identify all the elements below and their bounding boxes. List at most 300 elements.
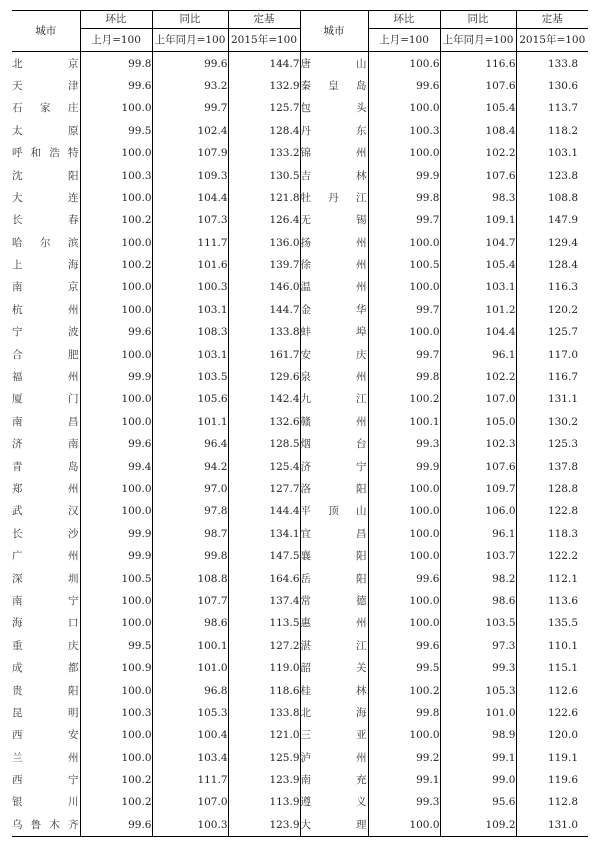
- city-name: 长春: [12, 214, 80, 227]
- mom-value: 100.3: [80, 702, 152, 724]
- base-value: 134.1: [228, 523, 300, 545]
- base-value: 128.4: [516, 254, 588, 276]
- mom-value: 100.2: [80, 254, 152, 276]
- base-value: 120.0: [516, 724, 588, 746]
- base-value: 120.2: [516, 299, 588, 321]
- yoy-value: 103.5: [440, 612, 516, 634]
- base-value: 119.1: [516, 747, 588, 769]
- yoy-value: 99.1: [440, 747, 516, 769]
- yoy-value: 102.4: [152, 120, 228, 142]
- yoy-value: 107.0: [440, 388, 516, 410]
- table-row: [12, 75, 588, 97]
- city-name: 岳阳: [300, 567, 368, 589]
- mom-value: 100.0: [80, 724, 152, 746]
- yoy-value: 104.4: [152, 187, 228, 209]
- base-value: 147.5: [228, 545, 300, 567]
- yoy-value: 102.2: [440, 142, 516, 164]
- city-name: 三亚: [300, 724, 368, 746]
- table-body: [12, 52, 588, 837]
- yoy-value: 101.2: [440, 299, 516, 321]
- mom-value: 99.7: [368, 299, 440, 321]
- mom-header-right: 环比: [368, 11, 440, 29]
- base-value: 123.8: [516, 164, 588, 186]
- base-value: 117.0: [516, 343, 588, 365]
- yoy-value: 99.0: [440, 769, 516, 791]
- mom-value: 99.4: [80, 455, 152, 477]
- yoy-value: 99.8: [152, 545, 228, 567]
- base-value: 121.0: [228, 724, 300, 746]
- base-value: 112.1: [516, 567, 588, 589]
- table-row: [12, 120, 588, 142]
- city-name: 桂林: [300, 679, 368, 701]
- mom-value: 100.0: [80, 97, 152, 119]
- yoy-value: 98.3: [440, 187, 516, 209]
- mom-value: 100.0: [80, 276, 152, 298]
- city-name: 蚌埠: [300, 321, 368, 343]
- mom-value: 100.0: [368, 590, 440, 612]
- base-value: 119.6: [516, 769, 588, 791]
- table-row: [12, 590, 588, 612]
- city-name: 太原: [12, 124, 80, 137]
- yoy-value: 99.3: [440, 657, 516, 679]
- table-row: [12, 724, 588, 746]
- table-row: [12, 321, 588, 343]
- city-name: 赣州: [300, 411, 368, 433]
- base-value: 129.4: [516, 232, 588, 254]
- yoy-value: 101.0: [440, 702, 516, 724]
- mom-value: 99.9: [80, 366, 152, 388]
- mom-value: 100.0: [368, 724, 440, 746]
- yoy-value: 99.6: [152, 52, 228, 75]
- yoy-value: 97.3: [440, 635, 516, 657]
- city-name: 福州: [12, 371, 80, 384]
- mom-value: 100.0: [368, 478, 440, 500]
- base-value: 132.6: [228, 411, 300, 433]
- mom-value: 100.0: [368, 97, 440, 119]
- mom-value: 100.0: [80, 679, 152, 701]
- yoy-value: 104.7: [440, 232, 516, 254]
- yoy-value: 109.7: [440, 478, 516, 500]
- yoy-value: 96.4: [152, 433, 228, 455]
- mom-value: 100.0: [368, 276, 440, 298]
- city-name: 乌鲁木齐: [12, 818, 80, 831]
- mom-value: 100.2: [80, 209, 152, 231]
- city-name: 西安: [12, 729, 80, 742]
- mom-value: 99.9: [368, 164, 440, 186]
- mom-value: 100.0: [368, 814, 440, 837]
- yoy-value: 105.3: [440, 679, 516, 701]
- mom-value: 99.8: [368, 702, 440, 724]
- base-subheader-right: 2015年=100: [516, 29, 588, 52]
- yoy-value: 100.3: [152, 276, 228, 298]
- city-name: 襄阳: [300, 545, 368, 567]
- yoy-value: 104.4: [440, 321, 516, 343]
- table-row: [12, 411, 588, 433]
- yoy-value: 93.2: [152, 75, 228, 97]
- city-name: 北海: [300, 702, 368, 724]
- base-value: 103.1: [516, 142, 588, 164]
- city-price-index-table: [12, 10, 588, 837]
- table-row: [12, 612, 588, 634]
- mom-value: 99.2: [368, 747, 440, 769]
- base-value: 147.9: [516, 209, 588, 231]
- yoy-value: 96.1: [440, 343, 516, 365]
- city-name: 洛阳: [300, 478, 368, 500]
- table-row: [12, 343, 588, 365]
- city-name: 宜昌: [300, 523, 368, 545]
- mom-value: 100.9: [80, 657, 152, 679]
- city-name: 厦门: [12, 393, 80, 406]
- city-name: 徐州: [300, 254, 368, 276]
- mom-value: 100.0: [80, 612, 152, 634]
- yoy-value: 107.0: [152, 791, 228, 813]
- base-value: 128.4: [228, 120, 300, 142]
- yoy-value: 103.4: [152, 747, 228, 769]
- yoy-value: 102.3: [440, 433, 516, 455]
- base-value: 137.8: [516, 455, 588, 477]
- city-name: 深圳: [12, 572, 80, 585]
- table-row: [12, 52, 588, 75]
- base-value: 125.3: [516, 433, 588, 455]
- base-value: 130.6: [516, 75, 588, 97]
- base-value: 113.5: [228, 612, 300, 634]
- yoy-value: 107.6: [440, 75, 516, 97]
- yoy-value: 100.3: [152, 814, 228, 837]
- base-value: 137.4: [228, 590, 300, 612]
- yoy-value: 109.1: [440, 209, 516, 231]
- yoy-subheader-right: 上年同月=100: [440, 29, 516, 52]
- table-row: [12, 276, 588, 298]
- city-name: 常德: [300, 590, 368, 612]
- table-row: [12, 478, 588, 500]
- mom-value: 99.6: [80, 321, 152, 343]
- mom-value: 100.6: [368, 52, 440, 75]
- yoy-value: 107.6: [440, 455, 516, 477]
- table-row: [12, 455, 588, 477]
- mom-value: 99.6: [368, 75, 440, 97]
- mom-value: 99.5: [80, 635, 152, 657]
- mom-value: 100.0: [80, 232, 152, 254]
- base-value: 144.7: [228, 52, 300, 75]
- city-name: 天津: [12, 79, 80, 92]
- base-value: 131.1: [516, 388, 588, 410]
- mom-value: 100.3: [80, 164, 152, 186]
- city-name: 济南: [12, 438, 80, 451]
- city-name: 包头: [300, 97, 368, 119]
- yoy-value: 111.7: [152, 769, 228, 791]
- mom-subheader-left: 上月=100: [80, 29, 152, 52]
- mom-value: 100.3: [368, 120, 440, 142]
- mom-value: 100.2: [80, 769, 152, 791]
- city-name: 金华: [300, 299, 368, 321]
- mom-value: 100.0: [368, 321, 440, 343]
- city-name: 泸州: [300, 747, 368, 769]
- city-name: 广州: [12, 550, 80, 563]
- yoy-value: 99.7: [152, 97, 228, 119]
- mom-value: 99.6: [80, 433, 152, 455]
- city-name: 韶关: [300, 657, 368, 679]
- base-value: 127.2: [228, 635, 300, 657]
- mom-value: 100.0: [368, 500, 440, 522]
- table-row: [12, 366, 588, 388]
- base-value: 118.3: [516, 523, 588, 545]
- mom-value: 100.0: [80, 478, 152, 500]
- city-name: 长沙: [12, 527, 80, 540]
- yoy-value: 98.6: [440, 590, 516, 612]
- city-name: 兰州: [12, 751, 80, 764]
- base-value: 126.4: [228, 209, 300, 231]
- table-row: [12, 254, 588, 276]
- city-name: 武汉: [12, 505, 80, 518]
- table-row: [12, 679, 588, 701]
- yoy-header-left: 同比: [152, 11, 228, 29]
- base-value: 113.6: [516, 590, 588, 612]
- mom-value: 100.1: [368, 411, 440, 433]
- yoy-value: 98.6: [152, 612, 228, 634]
- base-value: 130.5: [228, 164, 300, 186]
- table-row: [12, 232, 588, 254]
- base-value: 129.6: [228, 366, 300, 388]
- yoy-value: 103.5: [152, 366, 228, 388]
- mom-value: 99.8: [80, 52, 152, 75]
- table-row: [12, 747, 588, 769]
- base-header-right: 定基: [516, 11, 588, 29]
- base-value: 128.5: [228, 433, 300, 455]
- city-name: 南宁: [12, 594, 80, 607]
- base-value: 123.9: [228, 769, 300, 791]
- yoy-value: 101.6: [152, 254, 228, 276]
- table-row: [12, 635, 588, 657]
- table-row: [12, 567, 588, 589]
- yoy-value: 96.8: [152, 679, 228, 701]
- yoy-value: 111.7: [152, 232, 228, 254]
- mom-value: 100.0: [368, 545, 440, 567]
- city-name: 海口: [12, 617, 80, 630]
- city-name: 呼和浩特: [12, 147, 80, 160]
- city-name: 石家庄: [12, 102, 80, 115]
- city-name: 温州: [300, 276, 368, 298]
- mom-value: 99.8: [368, 187, 440, 209]
- base-value: 142.4: [228, 388, 300, 410]
- table-row: [12, 814, 588, 837]
- yoy-value: 98.7: [152, 523, 228, 545]
- yoy-value: 109.2: [440, 814, 516, 837]
- base-value: 125.7: [228, 97, 300, 119]
- city-name: 青岛: [12, 460, 80, 473]
- city-name: 锦州: [300, 142, 368, 164]
- mom-value: 100.0: [80, 343, 152, 365]
- yoy-value: 103.1: [152, 299, 228, 321]
- base-value: 113.7: [516, 97, 588, 119]
- yoy-value: 98.2: [440, 567, 516, 589]
- table-header: [12, 11, 588, 52]
- mom-value: 100.0: [80, 500, 152, 522]
- city-name: 济宁: [300, 455, 368, 477]
- city-name: 南京: [12, 281, 80, 294]
- yoy-value: 108.4: [440, 120, 516, 142]
- city-name: 唐山: [300, 52, 368, 75]
- mom-value: 100.2: [368, 679, 440, 701]
- base-header-left: 定基: [228, 11, 300, 29]
- table-row: [12, 388, 588, 410]
- city-name: 秦皇岛: [300, 75, 368, 97]
- mom-value: 99.3: [368, 791, 440, 813]
- base-value: 144.4: [228, 500, 300, 522]
- yoy-value: 98.9: [440, 724, 516, 746]
- mom-value: 100.0: [80, 388, 152, 410]
- city-name: 大连: [12, 191, 80, 204]
- table-row: [12, 209, 588, 231]
- yoy-value: 103.1: [440, 276, 516, 298]
- table-row: [12, 97, 588, 119]
- mom-value: 99.5: [80, 120, 152, 142]
- table-row: [12, 702, 588, 724]
- base-value: 125.7: [516, 321, 588, 343]
- yoy-value: 105.3: [152, 702, 228, 724]
- mom-value: 99.6: [80, 75, 152, 97]
- city-name: 西宁: [12, 774, 80, 787]
- yoy-value: 116.6: [440, 52, 516, 75]
- base-value: 116.3: [516, 276, 588, 298]
- mom-value: 99.9: [80, 545, 152, 567]
- table-row: [12, 299, 588, 321]
- base-value: 161.7: [228, 343, 300, 365]
- base-value: 164.6: [228, 567, 300, 589]
- city-name: 丹东: [300, 120, 368, 142]
- mom-value: 100.0: [368, 142, 440, 164]
- base-value: 122.6: [516, 702, 588, 724]
- city-name: 哈尔滨: [12, 236, 80, 249]
- base-value: 131.0: [516, 814, 588, 837]
- yoy-value: 106.0: [440, 500, 516, 522]
- city-name: 遵义: [300, 791, 368, 813]
- mom-value: 100.0: [80, 187, 152, 209]
- base-value: 118.6: [228, 679, 300, 701]
- mom-value: 100.5: [80, 567, 152, 589]
- table-row: [12, 769, 588, 791]
- city-name: 惠州: [300, 612, 368, 634]
- base-value: 127.7: [228, 478, 300, 500]
- base-value: 112.8: [516, 791, 588, 813]
- city-name: 贵阳: [12, 684, 80, 697]
- city-name: 郑州: [12, 483, 80, 495]
- yoy-value: 101.0: [152, 657, 228, 679]
- city-name: 烟台: [300, 433, 368, 455]
- city-name: 南昌: [12, 415, 80, 428]
- table-row: [12, 523, 588, 545]
- base-value: 132.9: [228, 75, 300, 97]
- table-row: [12, 791, 588, 813]
- mom-value: 100.0: [80, 747, 152, 769]
- mom-value: 99.8: [368, 366, 440, 388]
- city-name: 吉林: [300, 164, 368, 186]
- mom-subheader-right: 上月=100: [368, 29, 440, 52]
- city-name: 合肥: [12, 348, 80, 361]
- yoy-header-right: 同比: [440, 11, 516, 29]
- mom-value: 100.5: [368, 254, 440, 276]
- yoy-value: 102.2: [440, 366, 516, 388]
- city-name: 牡丹江: [300, 187, 368, 209]
- city-name: 成都: [12, 662, 80, 675]
- city-name: 杭州: [12, 303, 80, 316]
- base-value: 133.2: [228, 142, 300, 164]
- yoy-value: 100.4: [152, 724, 228, 746]
- mom-value: 99.6: [80, 814, 152, 837]
- base-subheader-left: 2015年=100: [228, 29, 300, 52]
- mom-header-left: 环比: [80, 11, 152, 29]
- base-value: 130.2: [516, 411, 588, 433]
- base-value: 146.0: [228, 276, 300, 298]
- table-row: [12, 657, 588, 679]
- yoy-value: 108.8: [152, 567, 228, 589]
- city-name: 安庆: [300, 343, 368, 365]
- mom-value: 100.0: [80, 299, 152, 321]
- base-value: 112.6: [516, 679, 588, 701]
- mom-value: 99.7: [368, 209, 440, 231]
- yoy-value: 95.6: [440, 791, 516, 813]
- yoy-value: 108.3: [152, 321, 228, 343]
- city-name: 银川: [12, 796, 80, 809]
- yoy-value: 107.7: [152, 590, 228, 612]
- city-name: 昆明: [12, 706, 80, 719]
- base-value: 128.8: [516, 478, 588, 500]
- yoy-value: 97.0: [152, 478, 228, 500]
- base-value: 115.1: [516, 657, 588, 679]
- base-value: 133.8: [228, 321, 300, 343]
- base-value: 144.7: [228, 299, 300, 321]
- yoy-value: 96.1: [440, 523, 516, 545]
- mom-value: 100.0: [80, 411, 152, 433]
- mom-value: 99.1: [368, 769, 440, 791]
- yoy-value: 105.4: [440, 97, 516, 119]
- base-value: 116.7: [516, 366, 588, 388]
- base-value: 122.8: [516, 500, 588, 522]
- base-value: 133.8: [516, 52, 588, 75]
- mom-value: 100.0: [80, 590, 152, 612]
- city-name: 上海: [12, 259, 80, 272]
- city-name: 扬州: [300, 232, 368, 254]
- base-value: 123.9: [228, 814, 300, 837]
- mom-value: 99.6: [368, 635, 440, 657]
- mom-value: 100.0: [368, 612, 440, 634]
- city-name: 九江: [300, 388, 368, 410]
- yoy-value: 109.3: [152, 164, 228, 186]
- base-value: 110.1: [516, 635, 588, 657]
- mom-value: 100.2: [368, 388, 440, 410]
- mom-value: 99.6: [368, 567, 440, 589]
- yoy-value: 100.1: [152, 635, 228, 657]
- yoy-value: 101.1: [152, 411, 228, 433]
- yoy-value: 97.8: [152, 500, 228, 522]
- table-row: [12, 164, 588, 186]
- city-name: 湛江: [300, 635, 368, 657]
- base-value: 136.0: [228, 232, 300, 254]
- city-header-left: 城市: [12, 11, 80, 52]
- mom-value: 100.0: [368, 232, 440, 254]
- city-name: 南充: [300, 769, 368, 791]
- yoy-value: 103.7: [440, 545, 516, 567]
- city-name: 大理: [300, 814, 368, 837]
- mom-value: 99.9: [80, 523, 152, 545]
- yoy-value: 105.4: [440, 254, 516, 276]
- city-name: 泉州: [300, 366, 368, 388]
- city-name: 重庆: [12, 639, 80, 652]
- base-value: 121.8: [228, 187, 300, 209]
- mom-value: 100.0: [80, 142, 152, 164]
- city-name: 宁波: [12, 326, 80, 339]
- city-name: 无锡: [300, 209, 368, 231]
- mom-value: 100.0: [368, 523, 440, 545]
